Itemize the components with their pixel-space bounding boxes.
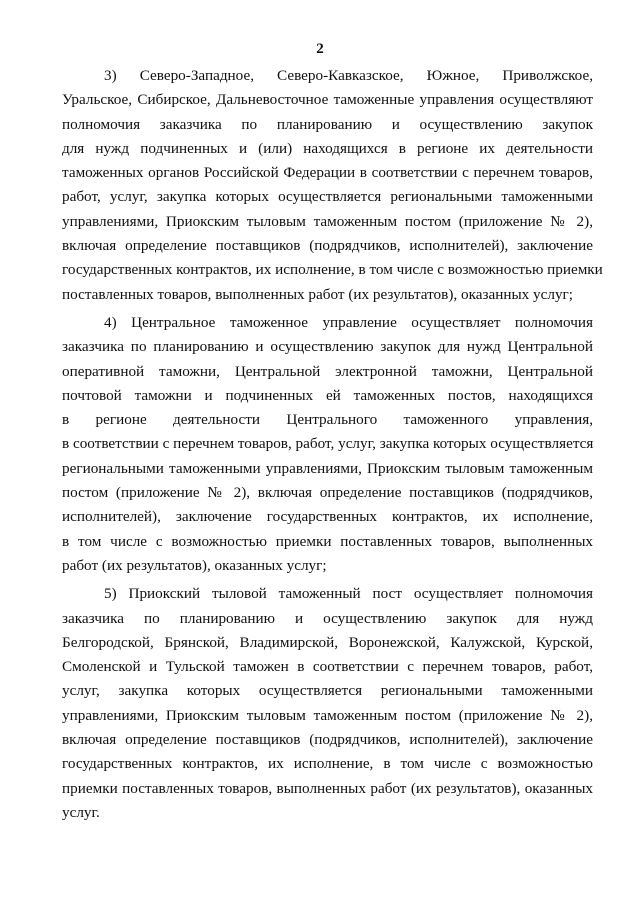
text-line: полномочия заказчика по планированию и осуществлению закупок	[62, 115, 593, 133]
text-line: управлениями, Приокским тыловым таможенным постом (приложение № 2),	[62, 212, 593, 230]
text-line: региональными таможенными управлениями, Приокским тыловым таможенным	[62, 459, 593, 477]
text-line: заказчика по планированию и осуществлению закупок для нужд Центральной	[62, 338, 593, 356]
text-line: поставленных товаров, выполненных работ (их результатов), оказанных услуг;	[62, 285, 574, 303]
text-line: почтовой таможни и подчиненных ей таможенных постов, находящихся	[62, 386, 593, 404]
text-line: работ, услуг, закупка которых осуществляется региональными таможенными	[62, 188, 593, 206]
text-line: 5) Приокский тыловой таможенный пост осуществляет полномочия	[104, 585, 593, 603]
text-line: Уральское, Сибирское, Дальневосточное таможенные управления осуществляют	[62, 91, 593, 109]
text-line: в соответствии с перечнем товаров, работ, услуг, закупка которых осуществляется	[62, 435, 594, 453]
text-line: постом (приложение № 2), включая определение поставщиков (подрядчиков,	[62, 484, 593, 502]
text-line: заказчика по планированию и осуществлению закупок для нужд	[62, 609, 593, 627]
paragraph-item-4	[62, 311, 593, 578]
text-line: таможенных органов Российской Федерации в соответствии с перечнем товаров,	[62, 164, 593, 182]
text-line: в регионе деятельности Центрального таможенного управления,	[62, 411, 593, 429]
text-line: работ (их результатов), оказанных услуг;	[62, 556, 327, 574]
text-line: Белгородской, Брянской, Владимирской, Воронежской, Калужской, Курской,	[62, 633, 593, 651]
text-line: государственных контрактов, их исполнение, в том числе с возможностью	[62, 755, 593, 773]
paragraph-item-3	[62, 64, 603, 307]
text-line: для нужд подчиненных и (или) находящихся в регионе их деятельности	[62, 139, 593, 157]
paragraph-item-5	[62, 582, 593, 825]
text-line: включая определение поставщиков (подрядчиков, исполнителей), заключение	[62, 731, 593, 749]
text-line: услуг.	[62, 803, 100, 821]
text-line: управлениями, Приокским тыловым таможенным постом (приложение № 2),	[62, 706, 593, 724]
page-number: 2	[316, 41, 324, 57]
document-body	[62, 64, 603, 829]
text-line: 3) Северо-Западное, Северо-Кавказское, Южное, Приволжское,	[104, 67, 593, 84]
text-line: Смоленской и Тульской таможен в соответствии с перечнем товаров, работ,	[62, 658, 593, 676]
text-line: включая определение поставщиков (подрядчиков, исполнителей), заключение	[62, 237, 593, 255]
text-line: 4) Центральное таможенное управление осуществляет полномочия	[104, 313, 593, 331]
text-line: в том числе с возможностью приемки поставленных товаров, выполненных	[62, 532, 593, 550]
text-line: приемки поставленных товаров, выполненных работ (их результатов), оказанных	[62, 779, 593, 797]
text-line: исполнителей), заключение государственных контрактов, их исполнение,	[62, 508, 593, 526]
text-line: услуг, закупка которых осуществляется региональными таможенными	[62, 682, 593, 700]
text-line: государственных контрактов, их исполнение, в том числе с возможностью приемки	[62, 261, 603, 279]
text-line: оперативной таможни, Центральной электронной таможни, Центральной	[62, 362, 593, 380]
